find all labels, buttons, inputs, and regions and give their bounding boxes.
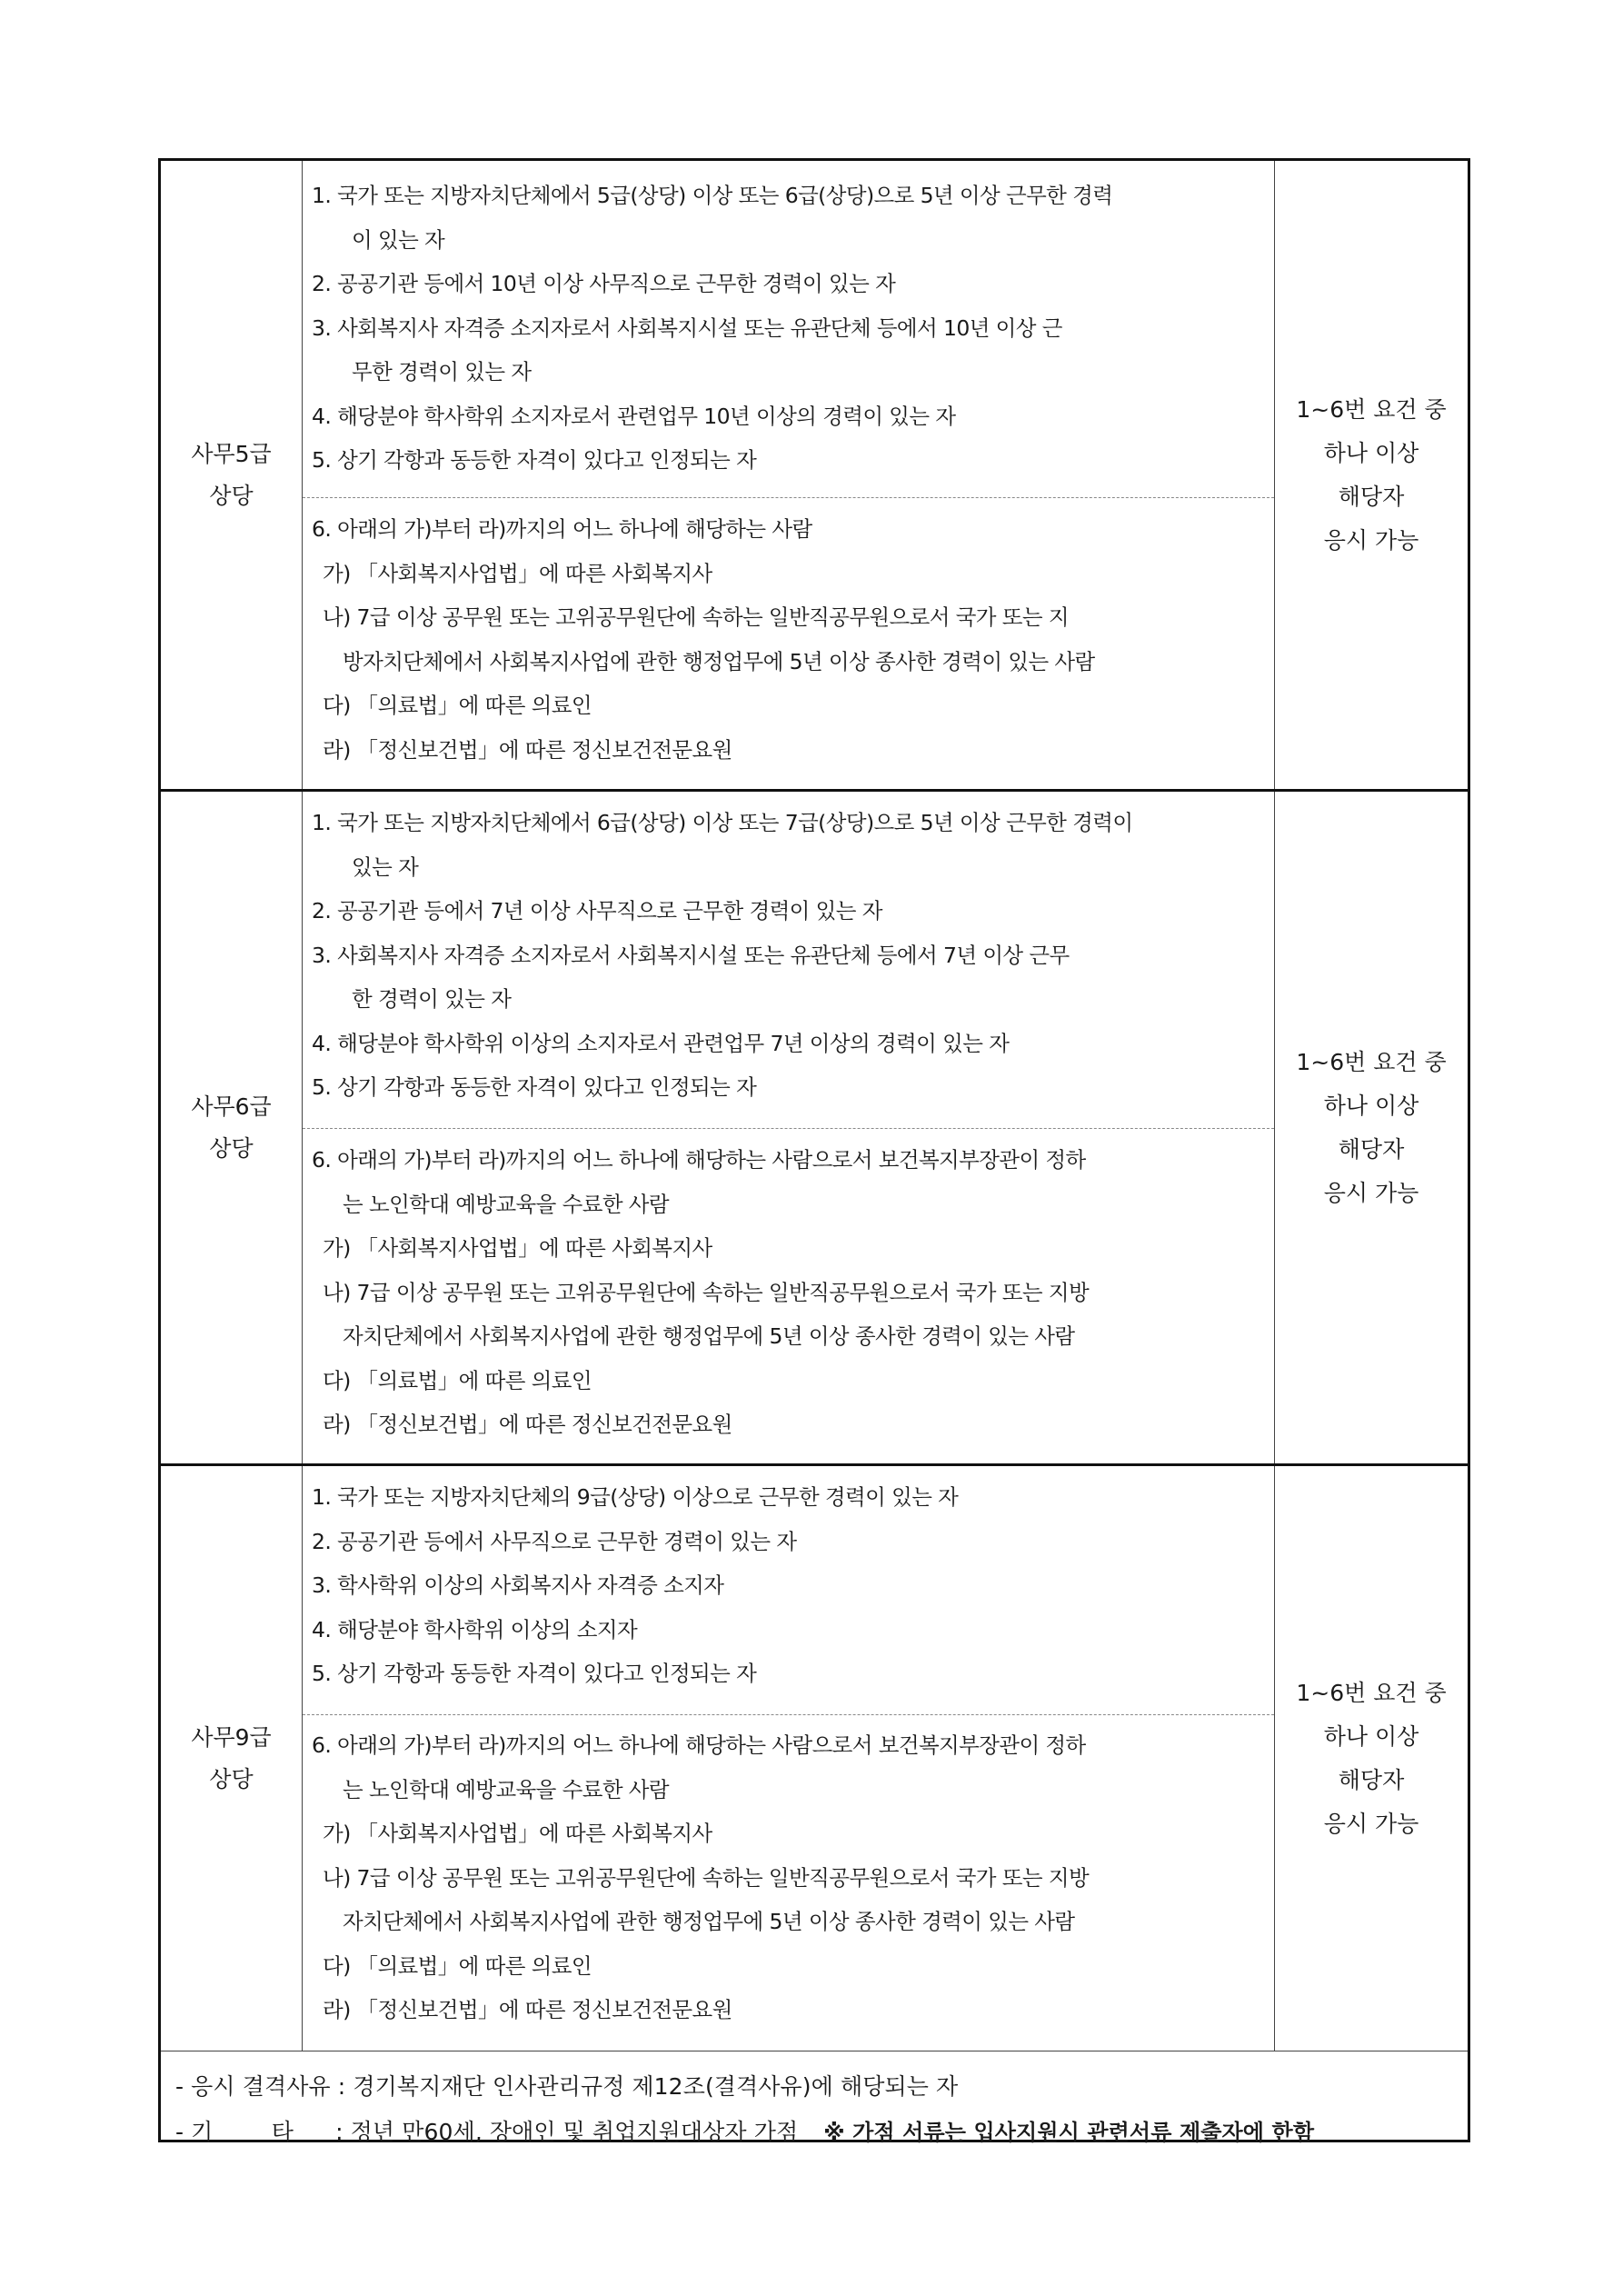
list-item: 가) 「사회복지사업법」에 따른 사회복지사: [323, 1235, 712, 1261]
grade-label-line1: 사무9급: [191, 1723, 272, 1751]
dashed-divider: [303, 1128, 1274, 1129]
grade-label-line1: 사무6급: [191, 1093, 272, 1120]
note-line: 응시 가능: [1323, 1810, 1419, 1837]
note-line: 하나 이상: [1323, 439, 1419, 466]
list-item: 한 경력이 있는 자: [352, 986, 512, 1012]
list-item: 자치단체에서 사회복지사업에 관한 행정업무에 5년 이상 종사한 경력이 있는 사람: [343, 1909, 1075, 1934]
list-item: 6. 아래의 가)부터 라)까지의 어느 하나에 해당하는 사람: [312, 516, 812, 542]
list-item: 나) 7급 이상 공무원 또는 고위공무원단에 속하는 일반직공무원으로서 국가 또는 지방: [323, 1279, 1090, 1305]
list-item: 자치단체에서 사회복지사업에 관한 행정업무에 5년 이상 종사한 경력이 있는 사람: [343, 1323, 1075, 1349]
list-item: 5. 상기 각항과 동등한 자격이 있다고 인정되는 자: [312, 447, 757, 473]
eligibility-note: [1275, 1466, 1468, 2051]
qualification-table: [158, 158, 1470, 2145]
note-line: 1~6번 요건 중: [1296, 1679, 1447, 1706]
list-item: 나) 7급 이상 공무원 또는 고위공무원단에 속하는 일반직공무원으로서 국가 또는 지방: [323, 1864, 1090, 1891]
note-line: 응시 가능: [1323, 526, 1419, 554]
list-item: 무한 경력이 있는 자: [352, 359, 532, 384]
row-grade6: [161, 792, 1468, 1466]
list-item: 는 노인학대 예방교육을 수료한 사람: [343, 1191, 669, 1217]
list-item: 2. 공공기관 등에서 7년 이상 사무직으로 근무한 경력이 있는 자: [312, 898, 882, 923]
disqualification-line: [175, 2064, 1468, 2110]
note-line: 응시 가능: [1323, 1179, 1419, 1206]
note-line: 하나 이상: [1323, 1092, 1419, 1119]
list-item: 3. 사회복지사 자격증 소지자로서 사회복지시설 또는 유관단체 등에서 10년 이상 근: [312, 314, 1062, 341]
general-requirements: [303, 1475, 1274, 1696]
list-item: 2. 공공기관 등에서 사무직으로 근무한 경력이 있는 자: [312, 1528, 797, 1554]
list-item: 다) 「의료법」에 따른 의료인: [323, 693, 592, 718]
requirements-cell: [303, 161, 1275, 789]
list-item: 이 있는 자: [352, 226, 445, 253]
list-item: 6. 아래의 가)부터 라)까지의 어느 하나에 해당하는 사람으로서 보건복지부장관이 정하: [312, 1732, 1086, 1758]
list-item: 3. 학사학위 이상의 사회복지사 자격증 소지자: [312, 1572, 724, 1598]
special-requirements: [303, 507, 1274, 772]
other-text: : 정년 만60세, 장애인 및 취업지원대상자 가점: [335, 2119, 799, 2145]
list-item: 다) 「의료법」에 따른 의료인: [323, 1367, 592, 1393]
list-item: 1. 국가 또는 지방자치단체에서 5급(상당) 이상 또는 6급(상당)으로 5년 이상 근무한 경력: [312, 183, 1113, 208]
grade-label-line1: 사무5급: [191, 440, 272, 467]
list-item: 4. 해당분야 학사학위 이상의 소지자로서 관련업무 7년 이상의 경력이 있는 자: [312, 1030, 1010, 1056]
general-requirements: [303, 801, 1274, 1110]
note-line: 하나 이상: [1323, 1722, 1419, 1750]
list-item: 1. 국가 또는 지방자치단체의 9급(상당) 이상으로 근무한 경력이 있는 자: [312, 1484, 959, 1510]
eligibility-note: [1275, 792, 1468, 1463]
dashed-divider: [303, 1714, 1274, 1715]
grade-label: [161, 161, 303, 789]
grade-label: [161, 1466, 303, 2051]
note-line: 해당자: [1338, 1135, 1405, 1163]
grade-label-line2: 상당: [209, 1765, 254, 1792]
note-line: 해당자: [1338, 1766, 1405, 1793]
note-line: 1~6번 요건 중: [1296, 395, 1447, 423]
special-requirements: [303, 1138, 1274, 1447]
table-footer: [161, 2051, 1468, 2145]
bonus-document-note: ※ 가점 서류는 입사지원시 관련서류 제출자에 한함: [823, 2120, 1315, 2145]
disqualification-text: : 경기복지재단 인사관리규정 제12조(결격사유)에 해당되는 자: [337, 2073, 959, 2100]
list-item: 있는 자: [352, 854, 419, 880]
list-item: 라) 「정신보건법」에 따른 정신보건전문요원: [323, 1997, 732, 2022]
list-item: 가) 「사회복지사업법」에 따른 사회복지사: [323, 560, 712, 586]
list-item: 라) 「정신보건법」에 따른 정신보건전문요원: [323, 1412, 732, 1437]
other-line: [175, 2110, 1468, 2155]
requirements-cell: [303, 792, 1275, 1463]
list-item: 5. 상기 각항과 동등한 자격이 있다고 인정되는 자: [312, 1074, 757, 1100]
list-item: 1. 국가 또는 지방자치단체에서 6급(상당) 이상 또는 7급(상당)으로 5년 이상 근무한 경력이: [312, 810, 1133, 835]
list-item: 방자치단체에서 사회복지사업에 관한 행정업무에 5년 이상 종사한 경력이 있는 사람: [343, 648, 1095, 674]
list-item: 다) 「의료법」에 따른 의료인: [323, 1952, 592, 1979]
list-item: 5. 상기 각항과 동등한 자격이 있다고 인정되는 자: [312, 1661, 757, 1686]
dashed-divider: [303, 497, 1274, 498]
row-grade5: [161, 161, 1468, 792]
other-label: - 기 타: [175, 2119, 294, 2145]
row-grade9: [161, 1466, 1468, 2051]
eligibility-note: [1275, 161, 1468, 789]
requirements-cell: [303, 1466, 1275, 2051]
note-line: 해당자: [1338, 483, 1405, 510]
list-item: 6. 아래의 가)부터 라)까지의 어느 하나에 해당하는 사람으로서 보건복지부장관이 정하: [312, 1147, 1086, 1173]
special-requirements: [303, 1723, 1274, 2032]
list-item: 4. 해당분야 학사학위 이상의 소지자: [312, 1616, 638, 1642]
note-line: 1~6번 요건 중: [1296, 1048, 1447, 1075]
list-item: 2. 공공기관 등에서 10년 이상 사무직으로 근무한 경력이 있는 자: [312, 271, 896, 296]
grade-label-line2: 상당: [209, 1134, 254, 1162]
list-item: 3. 사회복지사 자격증 소지자로서 사회복지시설 또는 유관단체 등에서 7년 이상 근무: [312, 942, 1070, 968]
grade-label-line2: 상당: [209, 482, 254, 509]
disqualification-label: - 응시 결격사유: [175, 2073, 331, 2100]
list-item: 라) 「정신보건법」에 따른 정신보건전문요원: [323, 736, 732, 763]
list-item: 나) 7급 이상 공무원 또는 고위공무원단에 속하는 일반직공무원으로서 국가 또는 지: [323, 604, 1069, 630]
list-item: 4. 해당분야 학사학위 소지자로서 관련업무 10년 이상의 경력이 있는 자: [312, 403, 956, 429]
general-requirements: [303, 174, 1274, 483]
list-item: 는 노인학대 예방교육을 수료한 사람: [343, 1776, 669, 1802]
list-item: 가) 「사회복지사업법」에 따른 사회복지사: [323, 1821, 712, 1846]
grade-label: [161, 792, 303, 1463]
